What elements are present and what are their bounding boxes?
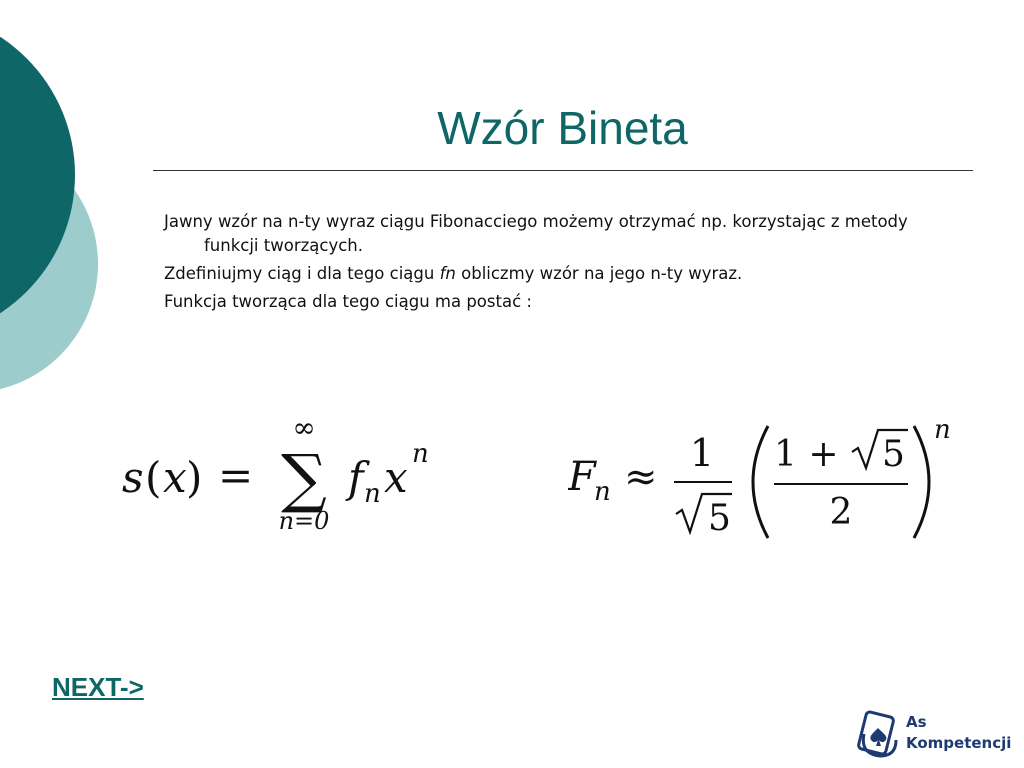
formula-binet-exponent: n xyxy=(934,418,951,445)
formula-binet-inner-denominator: 2 xyxy=(829,492,853,533)
formula-sum-sigma: ∑ xyxy=(281,442,327,516)
formula-binet-paren-left xyxy=(753,426,768,538)
formula-generating-function xyxy=(120,410,450,535)
formula-sum-f: f xyxy=(348,453,364,502)
slide-body xyxy=(164,210,964,318)
formula-binet-inner-root: 5 xyxy=(882,434,905,475)
as-kompetencji-logo xyxy=(856,708,1016,764)
formula-binet-outer-numerator: 1 xyxy=(689,431,715,475)
paragraph-define xyxy=(164,262,964,286)
next-link[interactable]: NEXT-> xyxy=(52,672,144,702)
formula-sum-upper-limit: ∞ xyxy=(292,411,316,444)
paragraph-define-end: obliczmy wzór na jego n-ty wyraz. xyxy=(455,264,743,283)
formula-binet-paren-right xyxy=(914,426,929,538)
formula-sum-x-sup: n xyxy=(412,439,429,469)
logo-text-line2: Kompetencji xyxy=(906,734,1012,752)
paragraph-define-start: Zdefiniujmy ciąg i dla tego ciągu xyxy=(164,264,440,283)
formula-sum-x: x xyxy=(384,453,408,502)
title-divider xyxy=(153,170,973,171)
logo-text-line1: As xyxy=(906,713,927,731)
logo-text xyxy=(906,712,1011,754)
paragraph-generating-function: Funkcja tworząca dla tego ciągu ma postać : xyxy=(164,292,532,311)
formula-binet-inner-numerator: 1 + xyxy=(774,434,839,475)
formula-sum-arg: x xyxy=(163,453,187,502)
formula-binet-approx: ≈ xyxy=(624,454,658,500)
formula-binet-outer-root: 5 xyxy=(708,498,731,539)
card-spade-icon xyxy=(856,710,902,760)
slide-title: Wzór Bineta xyxy=(437,102,688,154)
formula-binet xyxy=(568,418,963,543)
formula-sum-equals: = xyxy=(218,451,254,500)
paragraph-define-fn: fn xyxy=(439,264,456,283)
paragraph-intro: Jawny wzór na n-ty wyraz ciągu Fibonacciego możemy otrzymać np. korzystając z metody funkcji tworzących. xyxy=(164,212,908,255)
formula-binet-F: F xyxy=(568,454,596,500)
formula-sum-lhs: s xyxy=(122,453,144,502)
formula-sum-lower-limit: n=0 xyxy=(278,507,330,535)
formula-binet-F-sub: n xyxy=(594,477,611,507)
formula-sum-paren-open: ( xyxy=(145,453,162,502)
formula-sum-f-sub: n xyxy=(364,479,381,509)
formula-sum-paren-close: ) xyxy=(186,453,203,502)
